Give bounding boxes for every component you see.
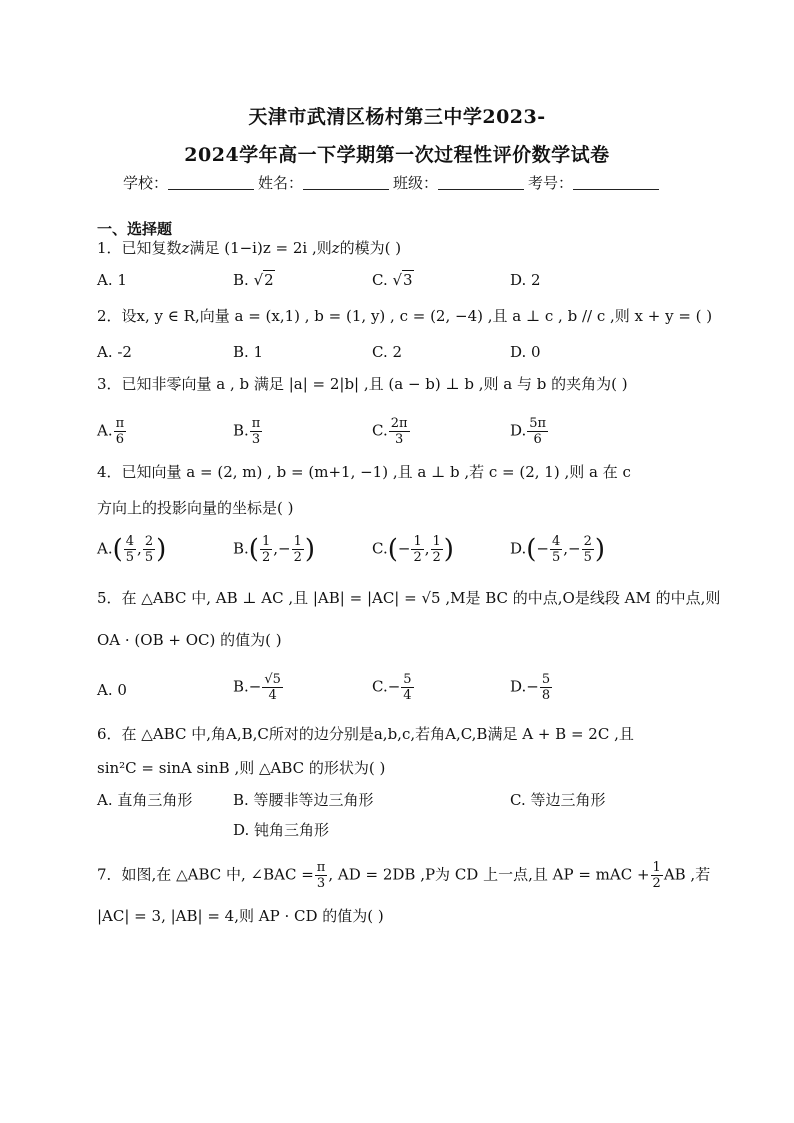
q3-option-c[interactable]: C. $\frac{2\pi}{3}$ [372,416,408,447]
number-label: 考号： [528,174,574,192]
q2-option-b[interactable]: B. 1 [233,343,264,361]
q5-option-b[interactable]: B.− $\frac{√5}{4}$ [233,672,281,703]
section-heading: 一、选择题 [97,220,173,238]
q6-option-c[interactable]: C. 等边三角形 [510,791,606,809]
question-6-line2: sin²C = sinA sinB ,则 △ABC 的形状为( ) [97,759,386,777]
q4-option-d[interactable]: D.(− $\frac{4}{5}$ ,− $\frac{2}{5}$ ) [510,534,606,565]
q3-option-b[interactable]: B. $\frac{\pi}{3}$ [233,416,261,447]
name-label: 姓名： [258,174,304,192]
q4-option-a[interactable]: A.( $\frac{4}{5}$ , $\frac{2}{5}$ ) [97,534,167,565]
question-3: 3．已知非零向量 a , b 满足 |a| = 2|b| ,且 (a − b) ⊥ b ,则 a 与 b 的夹角为( ) [97,375,628,393]
class-label: 班级： [393,174,439,192]
school-label: 学校： [123,174,169,192]
exam-title-line2: 2024学年高一下学期第一次过程性评价数学试卷 [184,144,610,166]
question-6-line1: 6．在 △ABC 中,角A,B,C所对的边分别是a,b,c,若角A,C,B满足 A + B = 2C ,且 [97,725,634,743]
q4-option-c[interactable]: C.(− $\frac{1}{2}$ , $\frac{1}{2}$ ) [372,534,454,565]
q4-option-b[interactable]: B.( $\frac{1}{2}$ ,− $\frac{1}{2}$ ) [233,534,316,565]
q6-option-d[interactable]: D. 钝角三角形 [233,821,330,839]
q6-option-b[interactable]: B. 等腰非等边三角形 [233,791,374,809]
question-2: 2．设x, y ∈ R,向量 a = (x,1) , b = (1, y) , c = (2, −4) ,且 a ⊥ c , b // c ,则 x + y = ( ) [97,307,713,325]
question-5-line2: OA · (OB + OC) 的值为( ) [97,631,282,649]
q2-option-c[interactable]: C. 2 [372,343,403,361]
question-1: 1．已知复数z满足 (1−i)z = 2i ,则z的模为( ) [97,239,402,257]
exam-title-line1: 天津市武清区杨村第三中学2023- [248,106,546,128]
student-info-row [123,172,659,193]
q1-option-d[interactable]: D. 2 [510,271,541,289]
name-blank[interactable] [303,175,389,190]
q2-option-d[interactable]: D. 0 [510,343,541,361]
question-7-line1: 7．如图,在 △ABC 中, ∠BAC = $\frac{\pi}{3}$ , AD = 2DB ,P为 CD 上一点,且 AP = mAC + $\frac{1}{2}$ AB ,若 [97,860,711,891]
question-5-line1: 5．在 △ABC 中, AB ⊥ AC ,且 |AB| = |AC| = √5 ,M是 BC 的中点,O是线段 AM 的中点,则 [97,589,721,607]
q6-option-a[interactable]: A. 直角三角形 [97,791,193,809]
q5-option-c[interactable]: C.− $\frac{5}{4}$ [372,672,412,703]
class-blank[interactable] [438,175,524,190]
q5-option-a[interactable]: A. 0 [97,681,127,699]
number-blank[interactable] [573,175,659,190]
question-4-line2: 方向上的投影向量的坐标是( ) [97,499,294,517]
q3-option-d[interactable]: D. $\frac{5\pi}{6}$ [510,416,547,447]
q3-option-a[interactable]: A. $\frac{\pi}{6}$ [97,416,125,447]
question-4-line1: 4．已知向量 a = (2, m) , b = (m+1, −1) ,且 a ⊥ b ,若 c = (2, 1) ,则 a 在 c [97,463,631,481]
school-blank[interactable] [168,175,254,190]
q5-option-d[interactable]: D.− $\frac{5}{8}$ [510,672,551,703]
q1-option-a[interactable]: A. 1 [97,271,127,289]
q1-option-c[interactable]: C. √3 [372,271,413,289]
q1-option-b[interactable]: B. √2 [233,271,274,289]
question-7-line2: |AC| = 3, |AB| = 4,则 AP · CD 的值为( ) [97,907,384,925]
q2-option-a[interactable]: A. -2 [97,343,132,361]
